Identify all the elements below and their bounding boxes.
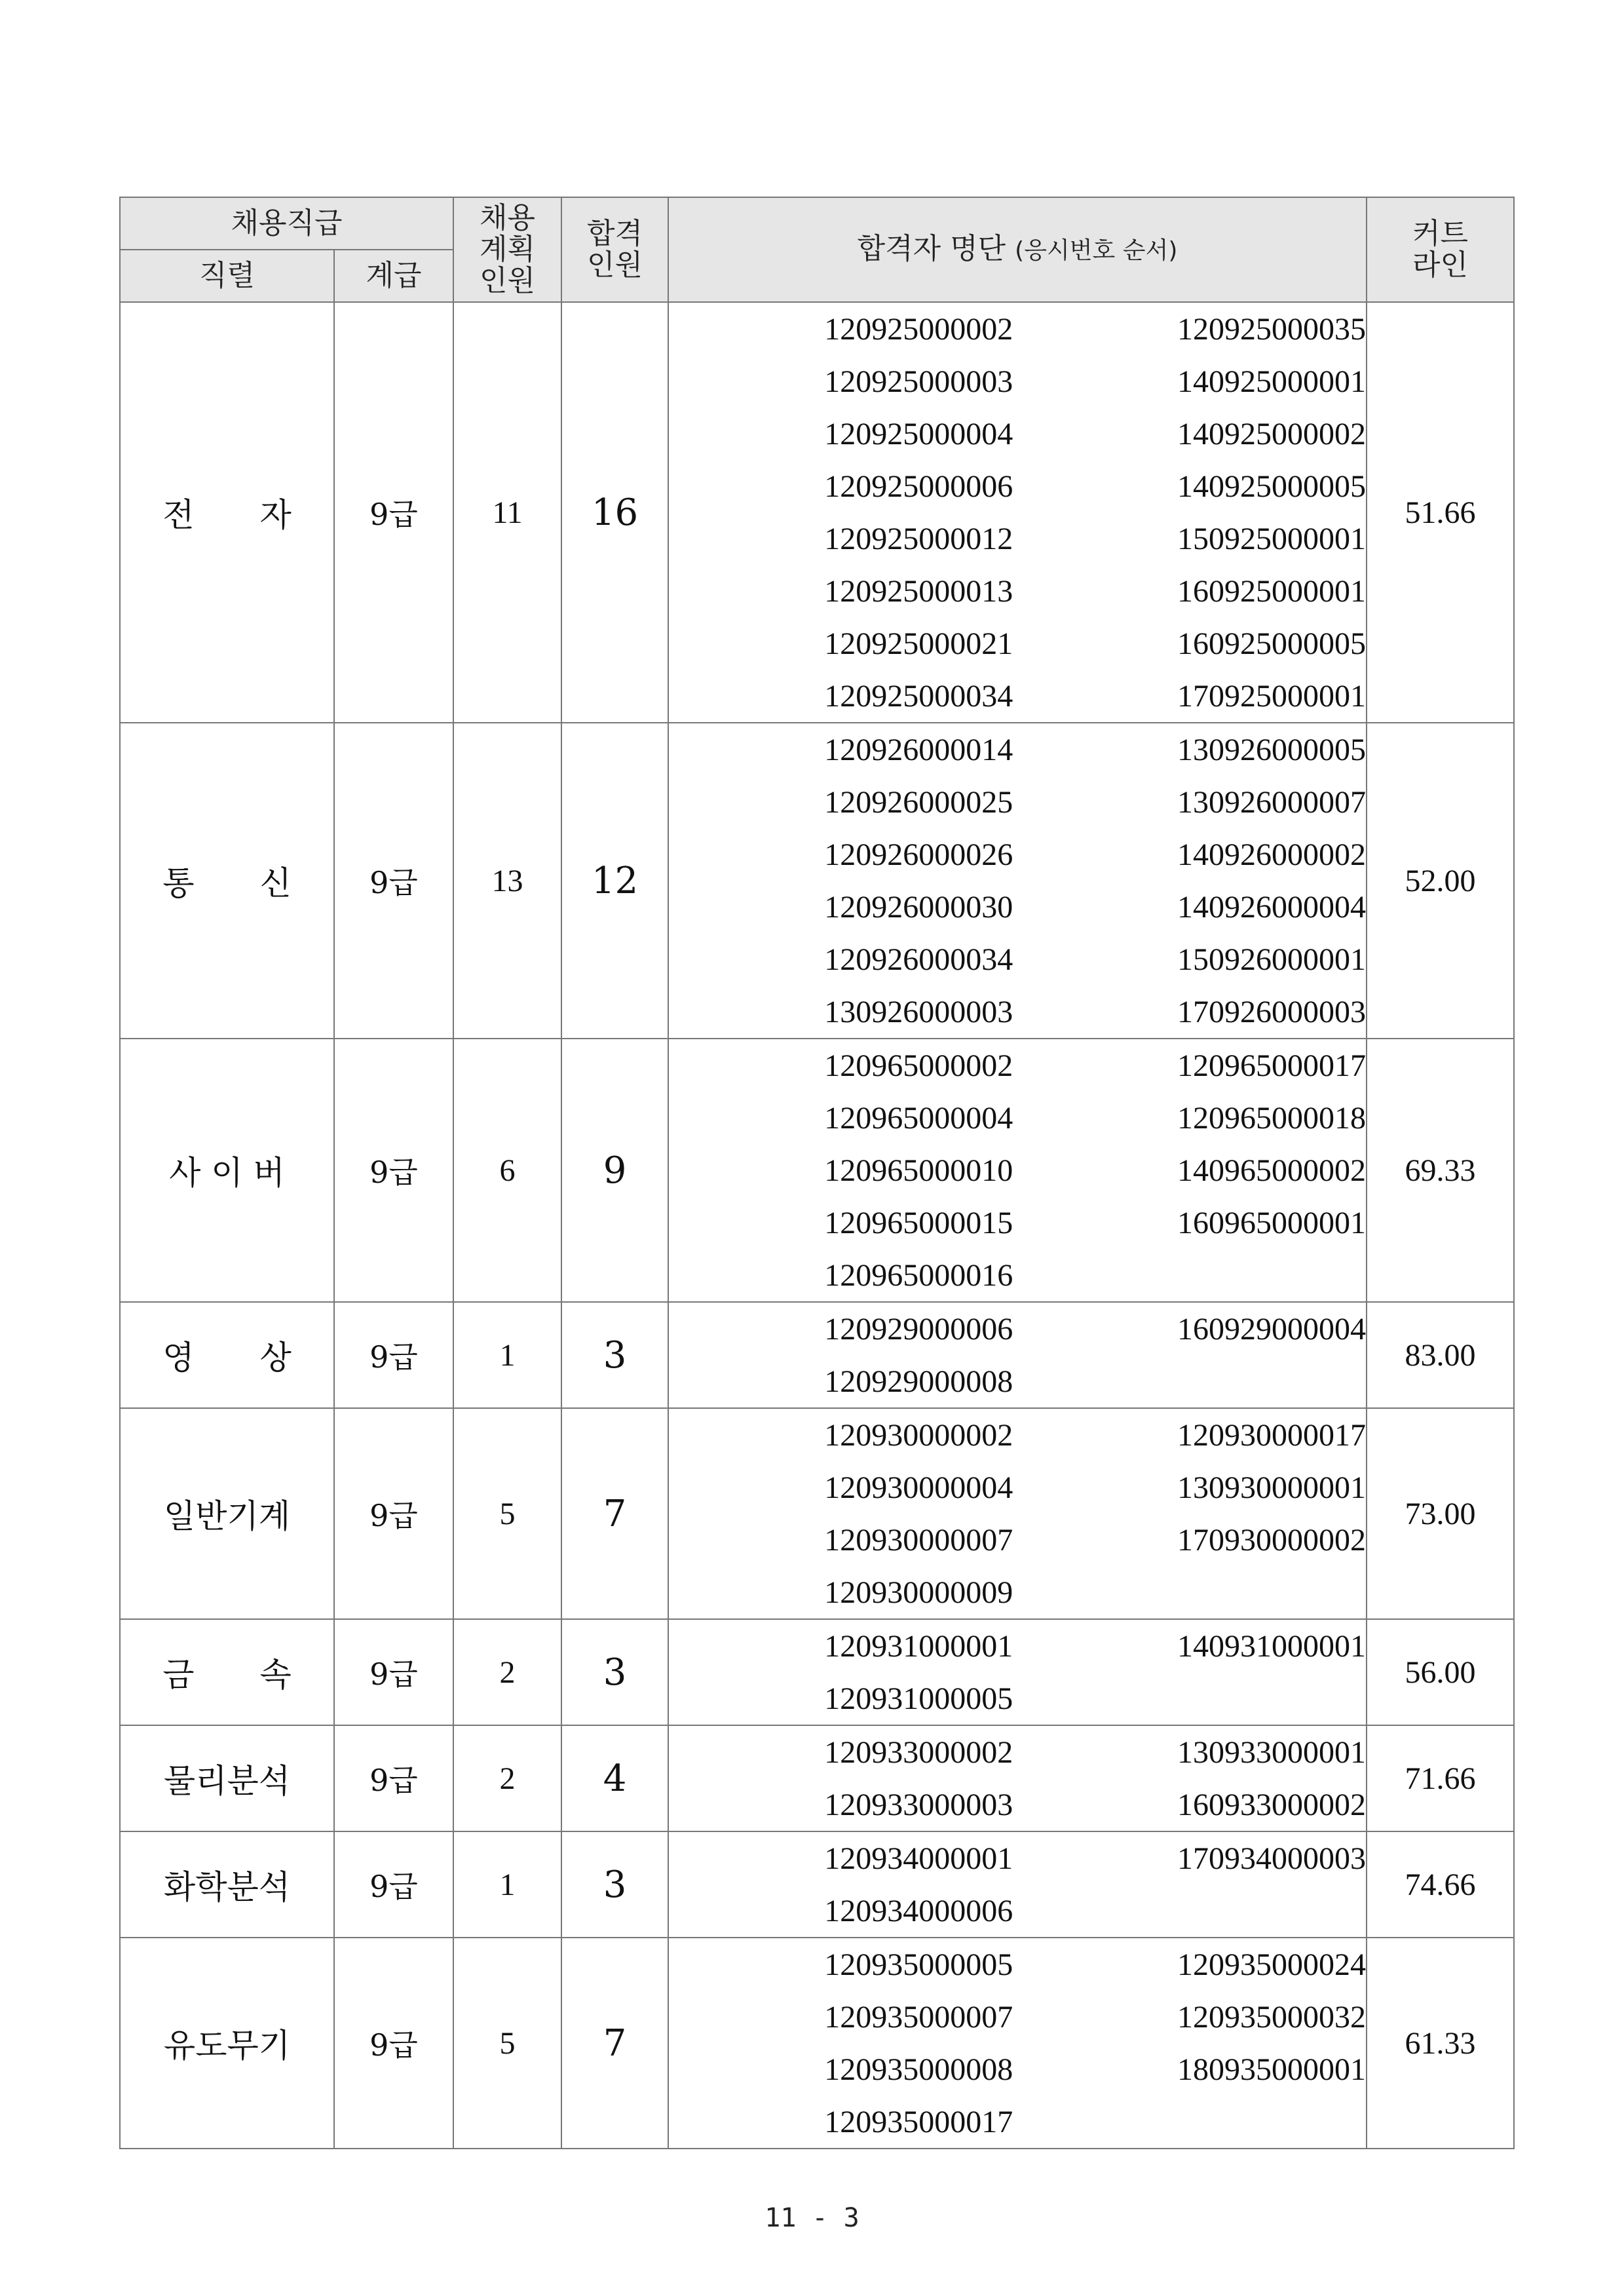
applicant-id: 120926000014: [824, 732, 1013, 767]
applicant-id: 120965000002: [824, 1048, 1013, 1083]
passed-cell: 4: [561, 1725, 668, 1831]
id-pair: [669, 776, 1366, 828]
header-list-note: (응시번호 순서): [1015, 237, 1178, 264]
applicant-id: 150925000001: [1177, 521, 1367, 556]
applicant-id: 120930000002: [824, 1417, 1013, 1453]
applicant-id: 120965000018: [1177, 1100, 1367, 1136]
id-pair: [669, 303, 1366, 355]
planned-cell: 2: [453, 1725, 561, 1831]
grade-cell: 9급: [334, 1725, 453, 1831]
planned-cell: 5: [453, 1408, 561, 1619]
applicant-id: 120925000006: [824, 469, 1013, 504]
id-pair: [669, 723, 1366, 776]
id-pair: [669, 881, 1366, 933]
id-pair: [669, 1726, 1366, 1778]
applicant-id: 130926000003: [824, 994, 1013, 1029]
cutline-cell: 52.00: [1367, 723, 1514, 1039]
table-row: [120, 1039, 1514, 1302]
header-list: [668, 197, 1367, 302]
id-pair: [669, 355, 1366, 408]
id-pair: [669, 1832, 1366, 1885]
id-list-cell: [668, 1039, 1367, 1302]
applicant-id: 120925000021: [824, 626, 1013, 661]
planned-cell: 6: [453, 1039, 561, 1302]
applicant-id: 120935000017: [824, 2104, 1013, 2139]
id-pair: [669, 408, 1366, 460]
header-cutline: 커트 라인: [1367, 197, 1514, 302]
id-pair: [669, 1355, 1366, 1407]
cutline-cell: 74.66: [1367, 1831, 1514, 1938]
page-number: 11 - 3: [765, 2203, 859, 2233]
id-pair: [669, 1778, 1366, 1831]
applicant-id: 170930000002: [1177, 1522, 1367, 1558]
applicant-id: 120935000024: [1177, 1947, 1367, 1982]
id-pair: [669, 1620, 1366, 1672]
results-table: [119, 197, 1515, 2149]
grade-cell: 9급: [334, 1408, 453, 1619]
applicant-id: 140925000002: [1177, 416, 1367, 451]
applicant-id: 120935000008: [824, 2052, 1013, 2087]
grade-cell: 9급: [334, 723, 453, 1039]
id-pair: [669, 670, 1366, 722]
applicant-id: 120935000007: [824, 1999, 1013, 2035]
applicant-id: 120965000015: [824, 1205, 1013, 1240]
header-position: 채용직급: [120, 197, 453, 250]
applicant-id: 160933000002: [1177, 1787, 1367, 1822]
applicant-id: 120931000005: [824, 1681, 1013, 1716]
id-list-cell: [668, 302, 1367, 723]
applicant-id: 120933000003: [824, 1787, 1013, 1822]
passed-cell: 7: [561, 1938, 668, 2149]
applicant-id: 130933000001: [1177, 1734, 1367, 1770]
applicant-id: 170925000001: [1177, 678, 1367, 714]
applicant-id: 160925000005: [1177, 626, 1367, 661]
id-pair: [669, 1461, 1366, 1514]
id-pair: [669, 985, 1366, 1038]
applicant-id: 120925000012: [824, 521, 1013, 556]
cutline-cell: 83.00: [1367, 1302, 1514, 1408]
table-row: [120, 723, 1514, 1039]
applicant-id: 120930000017: [1177, 1417, 1367, 1453]
applicant-id: 120930000007: [824, 1522, 1013, 1558]
applicant-id: 120933000002: [824, 1734, 1013, 1770]
passed-cell: 7: [561, 1408, 668, 1619]
applicant-id: 140926000004: [1177, 889, 1367, 925]
id-pair: [669, 512, 1366, 565]
header-list-title: 합격자 명단: [857, 231, 1006, 265]
applicant-id: 120930000009: [824, 1575, 1013, 1610]
applicant-id: 150926000001: [1177, 942, 1367, 977]
applicant-id: 120934000001: [824, 1841, 1013, 1876]
applicant-id: 120925000002: [824, 311, 1013, 347]
grade-cell: 9급: [334, 1831, 453, 1938]
table-row: [120, 1619, 1514, 1725]
id-list-cell: [668, 723, 1367, 1039]
cutline-cell: 51.66: [1367, 302, 1514, 723]
applicant-id: 120925000035: [1177, 311, 1367, 347]
id-pair: [669, 2095, 1366, 2148]
field-cell: 전 자: [120, 302, 334, 723]
passed-cell: 3: [561, 1831, 668, 1938]
passed-cell: 9: [561, 1039, 668, 1302]
planned-cell: 5: [453, 1938, 561, 2149]
applicant-id: 140965000002: [1177, 1153, 1367, 1188]
id-pair: [669, 1039, 1366, 1092]
passed-cell: 12: [561, 723, 668, 1039]
id-pair: [669, 1092, 1366, 1144]
cutline-cell: 69.33: [1367, 1039, 1514, 1302]
table-row: [120, 1408, 1514, 1619]
applicant-id: 120929000006: [824, 1311, 1013, 1347]
applicant-id: 120965000010: [824, 1153, 1013, 1188]
table-row: [120, 1725, 1514, 1831]
id-list-cell: [668, 1831, 1367, 1938]
passed-cell: 3: [561, 1619, 668, 1725]
table-row: [120, 1302, 1514, 1408]
applicant-id: 140926000002: [1177, 837, 1367, 872]
applicant-id: 130926000005: [1177, 732, 1367, 767]
applicant-id: 120925000003: [824, 364, 1013, 399]
header-passed: 합격 인원: [561, 197, 668, 302]
id-pair: [669, 1249, 1366, 1301]
id-pair: [669, 1409, 1366, 1461]
applicant-id: 170926000003: [1177, 994, 1367, 1029]
id-pair: [669, 1885, 1366, 1937]
id-pair: [669, 828, 1366, 881]
header-grade: 계급: [334, 250, 453, 302]
planned-cell: 1: [453, 1831, 561, 1938]
field-cell: 일반기계: [120, 1408, 334, 1619]
grade-cell: 9급: [334, 302, 453, 723]
id-pair: [669, 1938, 1366, 1991]
table-row: [120, 1831, 1514, 1938]
id-pair: [669, 565, 1366, 617]
planned-cell: 11: [453, 302, 561, 723]
applicant-id: 120931000001: [824, 1628, 1013, 1664]
applicant-id: 120929000008: [824, 1364, 1013, 1399]
id-pair: [669, 1144, 1366, 1196]
grade-cell: 9급: [334, 1302, 453, 1408]
applicant-id: 160929000004: [1177, 1311, 1367, 1347]
field-cell: 사 이 버: [120, 1039, 334, 1302]
cutline-cell: 71.66: [1367, 1725, 1514, 1831]
id-pair: [669, 1566, 1366, 1618]
field-cell: 금 속: [120, 1619, 334, 1725]
applicant-id: 120965000017: [1177, 1048, 1367, 1083]
applicant-id: 160965000001: [1177, 1205, 1367, 1240]
applicant-id: 170934000003: [1177, 1841, 1367, 1876]
field-cell: 통 신: [120, 723, 334, 1039]
id-pair: [669, 1303, 1366, 1355]
id-pair: [669, 1672, 1366, 1725]
id-pair: [669, 1991, 1366, 2043]
applicant-id: 120926000025: [824, 784, 1013, 820]
grade-cell: 9급: [334, 1619, 453, 1725]
applicant-id: 180935000001: [1177, 2052, 1367, 2087]
field-cell: 유도무기: [120, 1938, 334, 2149]
applicant-id: 120926000030: [824, 889, 1013, 925]
passed-cell: 16: [561, 302, 668, 723]
cutline-cell: 73.00: [1367, 1408, 1514, 1619]
id-pair: [669, 933, 1366, 985]
table-row: [120, 1938, 1514, 2149]
table-row: [120, 302, 1514, 723]
applicant-id: 120925000013: [824, 573, 1013, 609]
applicant-id: 140931000001: [1177, 1628, 1367, 1664]
applicant-id: 120934000006: [824, 1893, 1013, 1928]
applicant-id: 120935000005: [824, 1947, 1013, 1982]
applicant-id: 120925000004: [824, 416, 1013, 451]
applicant-id: 120926000034: [824, 942, 1013, 977]
header-field: 직렬: [120, 250, 334, 302]
applicant-id: 140925000001: [1177, 364, 1367, 399]
cutline-cell: 61.33: [1367, 1938, 1514, 2149]
id-list-cell: [668, 1408, 1367, 1619]
id-list-cell: [668, 1938, 1367, 2149]
cutline-cell: 56.00: [1367, 1619, 1514, 1725]
id-list-cell: [668, 1619, 1367, 1725]
planned-cell: 1: [453, 1302, 561, 1408]
applicant-id: 160925000001: [1177, 573, 1367, 609]
header-planned: 채용 계획 인원: [453, 197, 561, 302]
applicant-id: 120925000034: [824, 678, 1013, 714]
applicant-id: 120965000004: [824, 1100, 1013, 1136]
planned-cell: 13: [453, 723, 561, 1039]
id-pair: [669, 460, 1366, 512]
field-cell: 화학분석: [120, 1831, 334, 1938]
applicant-id: 130926000007: [1177, 784, 1367, 820]
applicant-id: 130930000001: [1177, 1470, 1367, 1505]
field-cell: 물리분석: [120, 1725, 334, 1831]
grade-cell: 9급: [334, 1039, 453, 1302]
field-cell: 영 상: [120, 1302, 334, 1408]
id-list-cell: [668, 1725, 1367, 1831]
applicant-id: 120965000016: [824, 1257, 1013, 1293]
id-pair: [669, 617, 1366, 670]
id-pair: [669, 1514, 1366, 1566]
planned-cell: 2: [453, 1619, 561, 1725]
applicant-id: 140925000005: [1177, 469, 1367, 504]
passed-cell: 3: [561, 1302, 668, 1408]
applicant-id: 120935000032: [1177, 1999, 1367, 2035]
id-pair: [669, 2043, 1366, 2095]
applicant-id: 120926000026: [824, 837, 1013, 872]
id-pair: [669, 1196, 1366, 1249]
grade-cell: 9급: [334, 1938, 453, 2149]
id-list-cell: [668, 1302, 1367, 1408]
applicant-id: 120930000004: [824, 1470, 1013, 1505]
